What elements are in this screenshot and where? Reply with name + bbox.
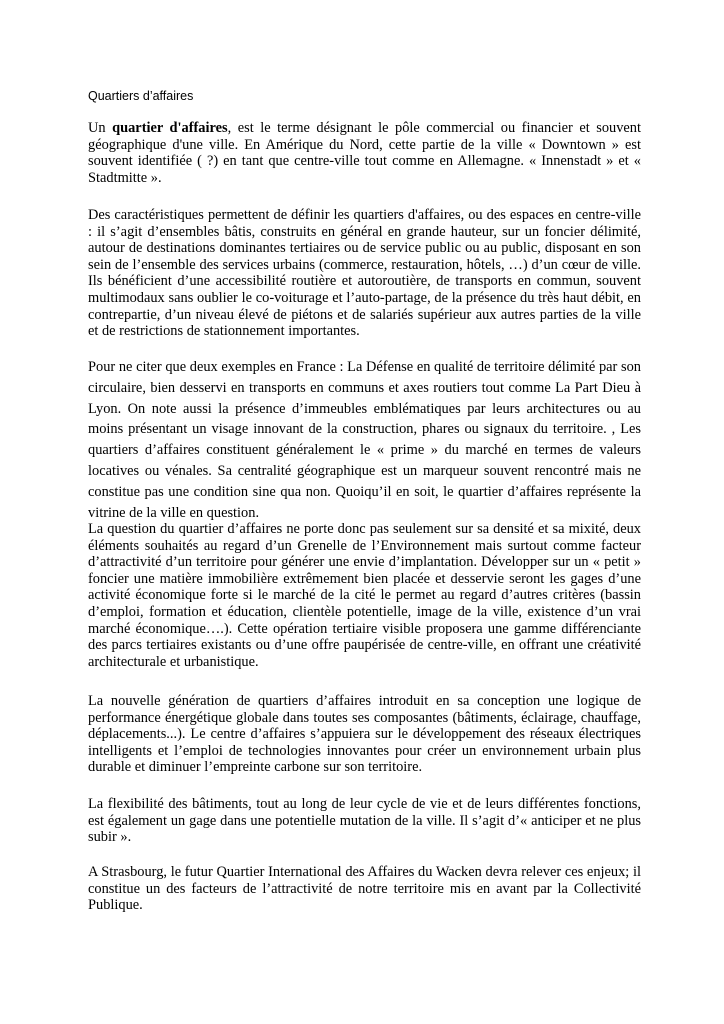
bold-term: quartier d'affaires — [112, 120, 228, 136]
paragraph-lead: Un — [88, 120, 113, 136]
paragraph-definition — [88, 120, 641, 186]
paragraph-flexibility: La flexibilité des bâtiments, tout au long de leur cycle de vie et de leurs différentes fonctions, est également un gage dans une potentielle mutation de la ville. Il s’agit d’« anticiper et ne plus subir ». — [88, 796, 641, 846]
document-heading: Quartiers d’affaires — [88, 89, 194, 103]
paragraph-rest: , est le terme désignant le pôle commercial ou financier et souvent géographique d'une ville. En Amérique du Nord, cette partie de la ville « Downtown » est souvent identifiée ( ?) en tant que centre-ville tout comme en Allemagne. « Innenstadt » et « Stadtmitte ». — [88, 120, 641, 186]
paragraph-characteristics: Des caractéristiques permettent de définir les quartiers d'affaires, ou des espaces en centre-ville : il s’agit d’ensembles bâtis, construits en général en grande hauteur, sur un foncier délimité, autour de destinations dominantes tertiaires ou de service public ou au public, disposant en son sein de l’ensemble des services urbains (commerce, restauration, hôtels, …) d’un cœur de ville. Ils bénéficient d’une accessibilité routière et autoroutière, de transports en commun, souvent multimodaux sans oublier le co-voiturage et l’auto-partage, de la présence du très haut débit, en contrepartie, d’un niveau élevé de piétons et de salariés supérieur aux autres parties de la ville et de restrictions de stationnement importantes. — [88, 207, 641, 340]
paragraph-strasbourg: A Strasbourg, le futur Quartier International des Affaires du Wacken devra relever ces enjeux; il constitue un des facteurs de l’attractivité de notre territoire mis en avant par la Collectivité Publique. — [88, 864, 641, 914]
paragraph-examples-france: Pour ne citer que deux exemples en France : La Défense en qualité de territoire délimité par son circulaire, bien desservi en transports en communs et axes routiers tout comme La Part Dieu à Lyon. On note aussi la présence d’immeubles emblématiques par leurs architectures ou au moins présentant un visage innovant de la construction, phares ou signaux du territoire. , Les quartiers d’affaires constituent généralement le « prime » du marché en termes de valeurs locatives ou vénales. Sa centralité géographique est un marqueur souvent rencontré mais ne constitue pas une condition sine qua non. Quoiqu’il en soit, le quartier d’affaires représente la vitrine de la ville en question. — [88, 359, 641, 521]
paragraph-density-attractiveness: La question du quartier d’affaires ne porte donc pas seulement sur sa densité et sa mixité, deux éléments souhaités au regard d’un Grenelle de l’Environnement mais surtout comme facteur d’attractivité d’un territoire pour générer une envie d’implantation. Développer sur un « petit » foncier une matière immobilière extrêmement bien placée et desservie seront les gages d’une activité économique forte si le marché de la cité le permet au regard d’autres critères (bassin d’emploi, formation et éducation, clientèle potentielle, image de la ville, existence d’un vrai marché économique….). Cette opération tertiaire visible proposera une gamme différenciante des parcs tertiaires existants ou d’une offre paupérisée de centre-ville, en offrant une créativité architecturale et urbanistique. — [88, 521, 641, 670]
paragraph-energy-performance: La nouvelle génération de quartiers d’affaires introduit en sa conception une logique de performance énergétique globale dans toutes ses composantes (bâtiments, éclairage, chauffage, déplacements...). Le centre d’affaires s’appuiera sur le développement des réseaux électriques intelligents et l’emploi de technologies innovantes pour créer un environnement urbain plus durable et diminuer l’empreinte carbone sur son territoire. — [88, 693, 641, 776]
